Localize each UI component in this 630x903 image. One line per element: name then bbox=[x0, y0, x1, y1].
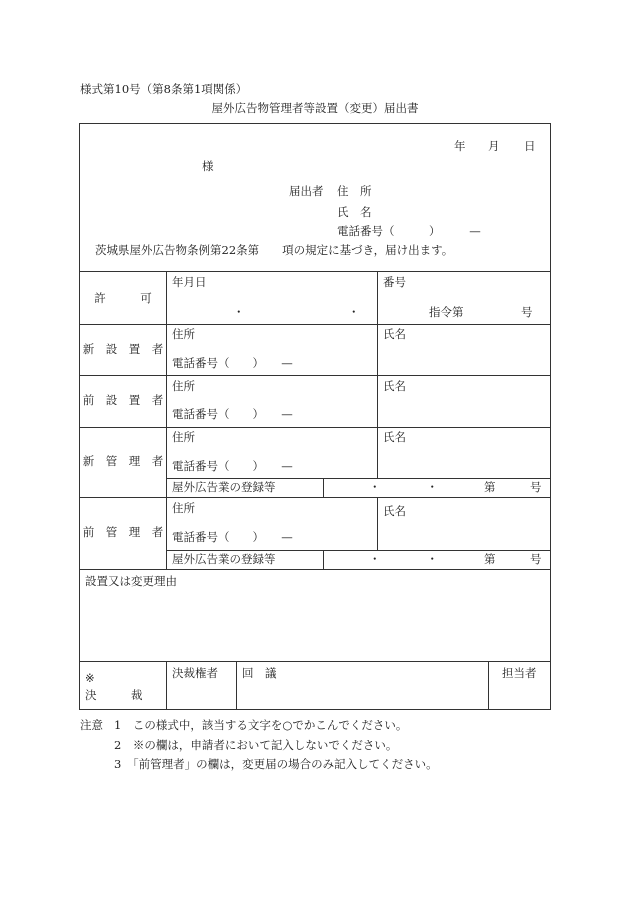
reserved-mark: ※ bbox=[85, 671, 95, 685]
address-field-label: 住所 bbox=[172, 327, 195, 341]
address-field-label: 住所 bbox=[172, 379, 195, 393]
date-month-label: 月 bbox=[488, 139, 500, 153]
decision-label: 決 裁 bbox=[85, 688, 143, 702]
name-field-label: 氏名 bbox=[383, 379, 406, 393]
addressee-suffix: 様 bbox=[202, 159, 214, 173]
date-day-label: 日 bbox=[524, 139, 536, 153]
registration-value: ・ ・ 第 号 bbox=[369, 480, 542, 494]
form-number: 様式第10号（第8条第1項関係） bbox=[80, 82, 248, 96]
circulation-label: 回 議 bbox=[242, 666, 277, 680]
statement-text: 茨城県屋外広告物条例第22条第 項の規定に基づき，届け出ます。 bbox=[95, 243, 454, 257]
form-table bbox=[79, 123, 551, 710]
address-field-label: 住所 bbox=[172, 501, 195, 515]
note-item: 1 この様式中，該当する文字を○でかこんでください。 bbox=[114, 718, 408, 732]
date-year-label: 年 bbox=[454, 139, 466, 153]
permit-label: 許 可 bbox=[94, 291, 152, 305]
address-field-label: 住所 bbox=[172, 430, 195, 444]
note-item: 2 ※の欄は，申請者において記入しないでください。 bbox=[114, 738, 398, 752]
phone-field-label: 電話番号（ ） — bbox=[172, 356, 293, 370]
permit-date-dots: ・ ・ bbox=[233, 305, 360, 319]
new-installer-label: 新 設 置 者 bbox=[82, 342, 164, 356]
name-field-label: 氏名 bbox=[383, 327, 406, 341]
form-title: 屋外広告物管理者等設置（変更）届出書 bbox=[211, 101, 419, 115]
directive-number-label: 指令第 号 bbox=[429, 305, 533, 319]
new-manager-label: 新 管 理 者 bbox=[82, 454, 164, 468]
phone-label: 電話番号（ ） — bbox=[337, 224, 481, 238]
staff-label: 担当者 bbox=[502, 666, 537, 680]
reason-label: 設置又は変更理由 bbox=[85, 574, 177, 588]
phone-field-label: 電話番号（ ） — bbox=[172, 530, 293, 544]
authority-label: 決裁権者 bbox=[172, 666, 218, 680]
note-item: 3 「前管理者」の欄は，変更届の場合のみ記入してください。 bbox=[114, 757, 438, 771]
address-label: 住 所 bbox=[337, 184, 372, 198]
prev-installer-label: 前 設 置 者 bbox=[82, 393, 164, 407]
phone-field-label: 電話番号（ ） — bbox=[172, 407, 293, 421]
prev-manager-label: 前 管 理 者 bbox=[82, 525, 164, 539]
notifier-label: 届出者 bbox=[289, 184, 324, 198]
name-label: 氏 名 bbox=[337, 205, 372, 219]
registration-value: ・ ・ 第 号 bbox=[369, 552, 542, 566]
registration-label: 屋外広告業の登録等 bbox=[172, 480, 276, 494]
permit-number-label: 番号 bbox=[383, 275, 406, 289]
registration-label: 屋外広告業の登録等 bbox=[172, 552, 276, 566]
name-field-label: 氏名 bbox=[383, 504, 406, 518]
phone-field-label: 電話番号（ ） — bbox=[172, 459, 293, 473]
name-field-label: 氏名 bbox=[383, 430, 406, 444]
notes-heading: 注意 bbox=[80, 718, 103, 732]
permit-date-label: 年月日 bbox=[172, 275, 207, 289]
